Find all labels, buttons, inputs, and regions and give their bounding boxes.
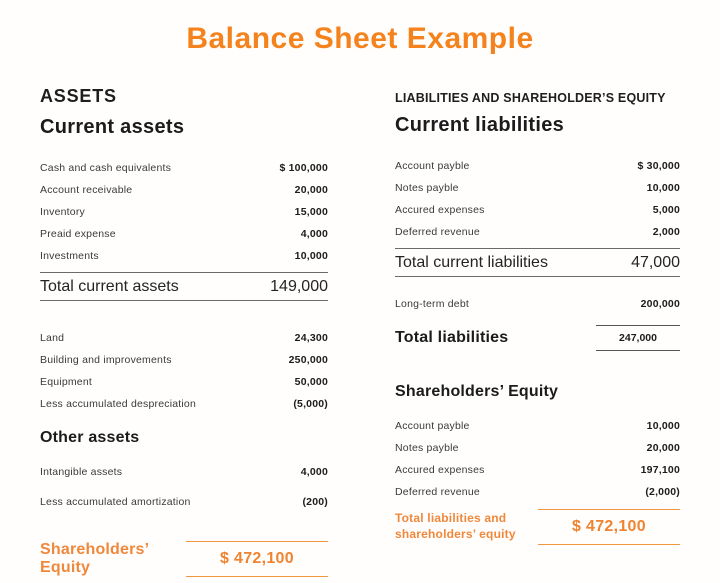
- other-assets-heading: Other assets: [40, 429, 140, 446]
- row-label: Inventory: [40, 206, 85, 218]
- current-assets-rows: [40, 157, 328, 267]
- table-row: [395, 199, 680, 221]
- liabilities-heading: LIABILITIES AND SHAREHOLDER’S EQUITY: [395, 91, 666, 105]
- total-liabilities-value: 247,000: [596, 325, 680, 351]
- row-value: 250,000: [288, 354, 328, 366]
- row-value: 5,000: [652, 204, 680, 216]
- other-assets-rows: [40, 457, 328, 517]
- page-title: Balance Sheet Example: [186, 22, 534, 55]
- row-value: 10,000: [646, 420, 680, 432]
- row-label: Less accumulated amortization: [40, 496, 191, 508]
- table-row: [395, 177, 680, 199]
- row-label: Building and improvements: [40, 354, 172, 366]
- current-liabilities-rows: [395, 155, 680, 243]
- long-term-debt-row: [395, 293, 680, 315]
- shareholders-equity-total: [40, 541, 328, 577]
- spacer: [40, 301, 328, 327]
- row-value: (200): [302, 496, 328, 508]
- row-label: Cash and cash equivalents: [40, 162, 172, 174]
- row-value: 50,000: [294, 376, 328, 388]
- row-value: 24,300: [294, 332, 328, 344]
- row-label: Accured expenses: [395, 464, 485, 476]
- row-value: 200,000: [640, 298, 680, 310]
- grand-total-label: Shareholders’ Equity: [40, 541, 149, 576]
- row-value: $ 100,000: [279, 162, 328, 174]
- table-row: [40, 457, 328, 487]
- row-label: Less accumulated despreciation: [40, 398, 197, 410]
- row-value: 10,000: [294, 250, 328, 262]
- row-label: Account payble: [395, 420, 470, 432]
- table-row: [395, 221, 680, 243]
- equity-heading: Shareholders’ Equity: [395, 383, 559, 400]
- row-label: Investments: [40, 250, 99, 262]
- table-row: [395, 155, 680, 177]
- row-value: 20,000: [646, 442, 680, 454]
- columns: [0, 86, 720, 577]
- row-label: Deferred revenue: [395, 226, 480, 238]
- fixed-assets-rows: [40, 327, 328, 415]
- table-row: [40, 349, 328, 371]
- row-value: 20,000: [294, 184, 328, 196]
- row-value: 4,000: [300, 228, 328, 240]
- table-row: [395, 437, 680, 459]
- current-liabilities-heading: Current liabilities: [395, 114, 565, 136]
- row-value: 15,000: [294, 206, 328, 218]
- row-value: 149,000: [270, 277, 328, 295]
- row-label: Preaid expense: [40, 228, 116, 240]
- current-assets-heading: Current assets: [40, 116, 185, 138]
- total-current-assets-row: [40, 273, 328, 300]
- row-value: 197,100: [640, 464, 680, 476]
- total-liabilities-label: Total liabilities: [395, 329, 509, 346]
- table-row: [40, 245, 328, 267]
- table-row: [40, 487, 328, 517]
- equity-rows: [395, 415, 680, 503]
- row-label: Intangible assets: [40, 466, 123, 478]
- total-current-liabilities-row: [395, 249, 680, 276]
- row-label: Account receivable: [40, 184, 133, 196]
- spacer: [395, 277, 680, 293]
- row-label: Deferred revenue: [395, 486, 480, 498]
- row-label: Total current liabilities: [395, 253, 548, 271]
- grand-total-value: $ 472,100: [538, 509, 680, 545]
- table-row: [395, 481, 680, 503]
- row-value: 10,000: [646, 182, 680, 194]
- row-label: Notes payble: [395, 442, 459, 454]
- row-label: Notes payble: [395, 182, 459, 194]
- grand-total-value: $ 472,100: [186, 541, 328, 577]
- table-row: [40, 393, 328, 415]
- row-value: $ 30,000: [637, 160, 680, 172]
- row-value: (5,000): [293, 398, 328, 410]
- table-row: [395, 459, 680, 481]
- table-row: [40, 327, 328, 349]
- table-row: [40, 223, 328, 245]
- row-label: Accured expenses: [395, 204, 485, 216]
- row-label: Total current assets: [40, 277, 179, 295]
- row-value: (2,000): [645, 486, 680, 498]
- row-value: 4,000: [300, 466, 328, 478]
- total-liabilities-equity-row: [395, 509, 680, 545]
- table-row: [40, 157, 328, 179]
- grand-total-label: Total liabilities and shareholders’ equity: [395, 511, 516, 541]
- liabilities-column: [395, 86, 680, 577]
- total-liabilities-row: [395, 325, 680, 351]
- table-row: [395, 415, 680, 437]
- row-label: Long-term debt: [395, 298, 470, 310]
- row-label: Equipment: [40, 376, 92, 388]
- row-label: Land: [40, 332, 65, 344]
- table-row: [40, 179, 328, 201]
- row-value: 2,000: [652, 226, 680, 238]
- assets-column: [40, 86, 328, 577]
- assets-heading: ASSETS: [40, 86, 117, 106]
- table-row: [40, 201, 328, 223]
- table-row: [40, 371, 328, 393]
- row-label: Account payble: [395, 160, 470, 172]
- row-value: 47,000: [631, 253, 680, 271]
